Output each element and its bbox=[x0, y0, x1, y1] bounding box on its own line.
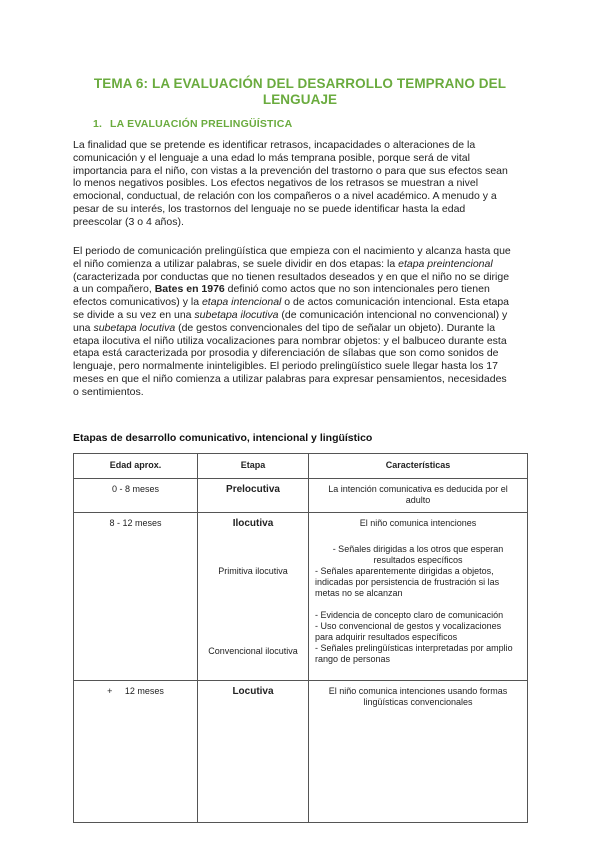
cell-characteristics: La intención comunicativa es deducida por el adulto bbox=[309, 479, 528, 513]
cell-stage: Prelocutiva bbox=[198, 479, 309, 513]
text-run: (de gestos convencionales del tipo de señalar un objeto). Durante la etapa ilocutiva el niño utiliza vocalizaciones para nombrar objetos: y el balbuceo durante esta etapa está caracterizada por prosodia y diferenciación de sílabas que son como sonidos de lenguaje, pero normalmente ininteligibles. El periodo prelingüístico suele llegar hasta los 17 meses en que el niño comienza a utilizar palabras para expresar pensamientos, necesidades o sentimientos. bbox=[73, 321, 507, 398]
text-run: o de actos comunicación intencional. Esta etapa se divide a su vez en una bbox=[73, 296, 510, 321]
prelinguistic-paragraph bbox=[73, 245, 513, 399]
characteristic-item: - Señales prelingüísticas interpretadas por amplio rango de personas bbox=[315, 643, 513, 664]
cell-stage bbox=[198, 513, 309, 681]
emphasis-intencional: etapa intencional bbox=[201, 296, 282, 309]
cell-age: 0 - 8 meses bbox=[74, 479, 198, 513]
characteristic-item: - Uso convencional de gestos y vocalizaciones para adquirir resultados específicos bbox=[315, 621, 502, 642]
cell-age: + 12 meses bbox=[74, 681, 198, 823]
characteristic-item: - Señales dirigidas a los otros que esperan resultados específicos bbox=[332, 544, 504, 565]
page-title: TEMA 6: LA EVALUACIÓN DEL DESARROLLO TEMPRANO DEL LENGUAJE bbox=[93, 76, 507, 107]
column-header-characteristics: Características bbox=[309, 454, 528, 479]
column-header-stage: Etapa bbox=[198, 454, 309, 479]
table-caption: Etapas de desarrollo comunicativo, intencional y lingüístico bbox=[73, 432, 373, 444]
emphasis-preintencional: etapa preintencional bbox=[398, 257, 493, 270]
text-run: (de comunicación intencional no convencional) y una bbox=[73, 308, 508, 334]
cell-age: 8 - 12 meses bbox=[74, 513, 198, 681]
text-run: (caracterizada por conductas que no tienen resultados deseados y en que el niño no se dirige a un compañero, bbox=[73, 270, 510, 296]
table-row bbox=[74, 479, 528, 513]
cell-characteristics: El niño comunica intenciones usando formas lingüísticas convencionales bbox=[309, 681, 528, 823]
table-header-row bbox=[74, 454, 528, 479]
section-heading bbox=[93, 118, 292, 130]
section-number: 1. bbox=[93, 118, 103, 130]
characteristic-main: El niño comunica intenciones bbox=[359, 518, 477, 528]
text-run: El periodo de comunicación prelingüística que empieza con el nacimiento y alcanza hasta que el niño comienza a utilizar palabras, se suele dividir en dos etapas: la bbox=[73, 245, 511, 270]
citation-bates: Bates en 1976 bbox=[154, 283, 225, 296]
emphasis-ilocutiva: subetapa ilocutiva bbox=[194, 308, 279, 321]
table-row bbox=[74, 681, 528, 823]
characteristic-item: - Evidencia de concepto claro de comunicación bbox=[315, 610, 504, 620]
intro-paragraph: La finalidad que se pretende es identificar retrasos, incapacidades o alteraciones de la comunicación y el lenguaje a una edad lo más temprana posible, porque será de vital importancia para el niño, con vistas a la prevención del trastorno o para que sus efectos sean lo menos negativos posibles. Los efectos negativos de los retrasos se muestran a nivel emocional, conductual, de relación con los compañeros o a nivel académico. A menudo y a pesar de su interés, los trastornos del lenguaje no se puede identificar hasta la edad preescolar (3 o 4 años). bbox=[73, 139, 508, 228]
cell-characteristics bbox=[309, 513, 528, 681]
column-header-age: Edad aprox. bbox=[74, 454, 198, 479]
table-row bbox=[74, 513, 528, 681]
section-heading-text: LA EVALUACIÓN PRELINGÜÍSTICA bbox=[110, 118, 293, 130]
emphasis-locutiva: subetapa locutiva bbox=[93, 321, 176, 334]
cell-stage: Locutiva bbox=[198, 681, 309, 823]
stage-name: Ilocutiva bbox=[232, 518, 274, 529]
substage-primitiva: Primitiva ilocutiva bbox=[218, 566, 288, 576]
substage-convencional: Convencional ilocutiva bbox=[208, 646, 298, 656]
text-run: definió como actos que no son intencionales pero tienen efectos comunicativos) y la bbox=[73, 283, 490, 309]
stages-table bbox=[73, 453, 528, 823]
characteristic-item: - Señales aparentemente dirigidas a objetos, indicadas por persistencia de frustración si las metas no se alcanzan bbox=[315, 566, 500, 598]
